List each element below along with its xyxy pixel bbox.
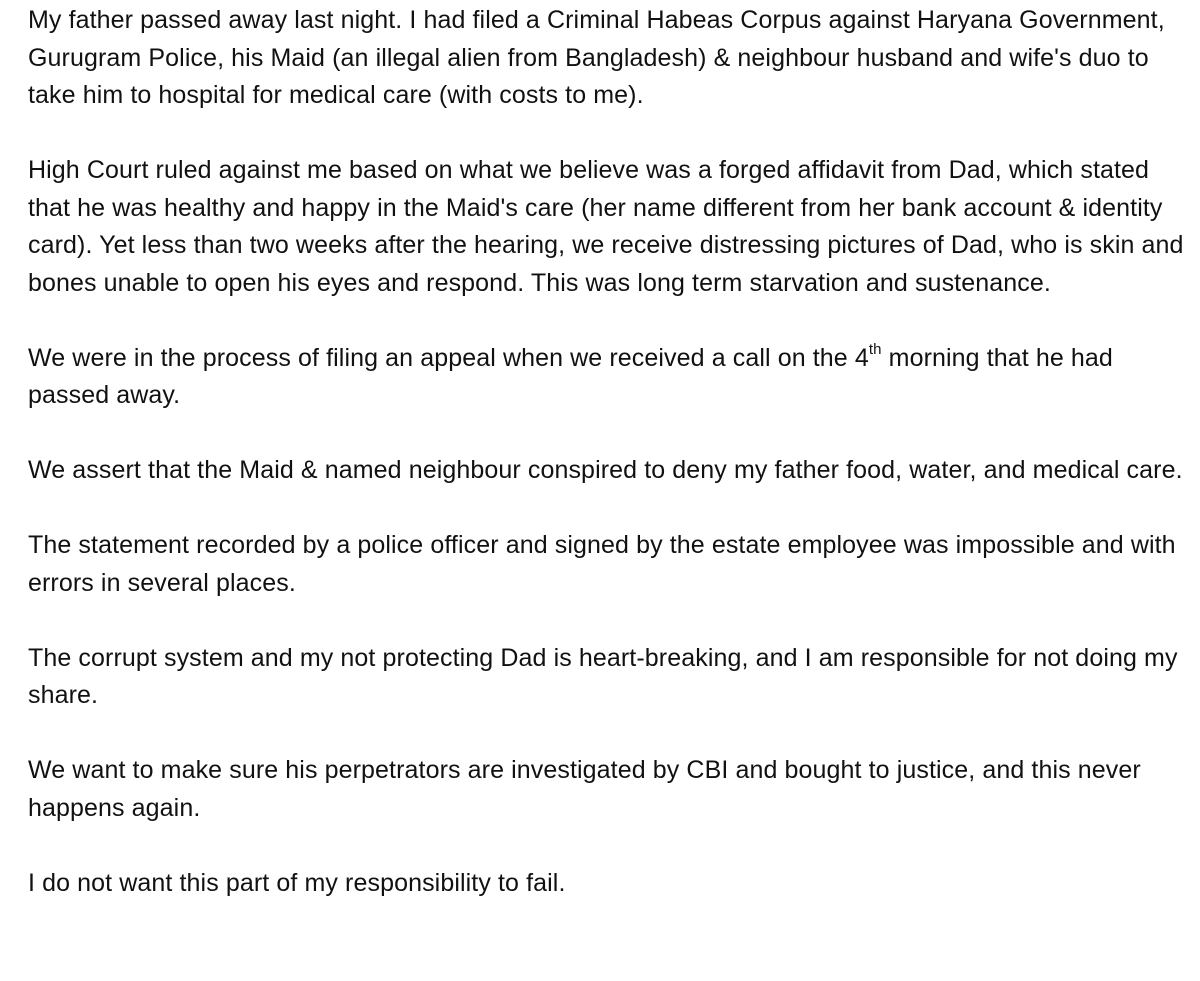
appeal-text-before: We were in the process of filing an appeal when we received a call on the 4: [28, 343, 869, 372]
paragraph-cbi-investigation: We want to make sure his perpetrators are investigated by CBI and bought to justice, and this never happens again.: [28, 756, 1141, 822]
appeal-text-after: morning that he had passed away.: [28, 343, 1113, 409]
paragraph-police-statement: The statement recorded by a police officer and signed by the estate employee was impossible and with errors in several places.: [28, 531, 1176, 597]
ordinal-suffix: th: [868, 341, 882, 359]
paragraph-corrupt-system: The corrupt system and my not protecting Dad is heart-breaking, and I am responsible for not doing my share.: [28, 643, 1178, 709]
paragraph-assertion: We assert that the Maid & named neighbour conspired to deny my father food, water, and medical care.: [28, 456, 1183, 484]
paragraph-responsibility: I do not want this part of my responsibility to fail.: [28, 868, 566, 897]
paragraph-high-court-ruling: High Court ruled against me based on what we believe was a forged affidavit from Dad, which stated that he was healthy and happy in the Maid's care (her name different from her bank account & identity card). Yet less than two weeks after the hearing, we receive distressing pictures of Dad, who is skin and bones unable to open his eyes and respond. This was long term starvation and sustenance.: [28, 156, 1184, 297]
paragraph-father-passed: My father passed away last night. I had filed a Criminal Habeas Corpus against Haryana Government, Gurugram Police, his Maid (an illegal alien from Bangladesh) & neighbour husband and wife's duo to take him to hospital for medical care (with costs to me).: [28, 6, 1165, 109]
paragraph-appeal: [28, 340, 1188, 415]
document-body: [28, 2, 1188, 902]
